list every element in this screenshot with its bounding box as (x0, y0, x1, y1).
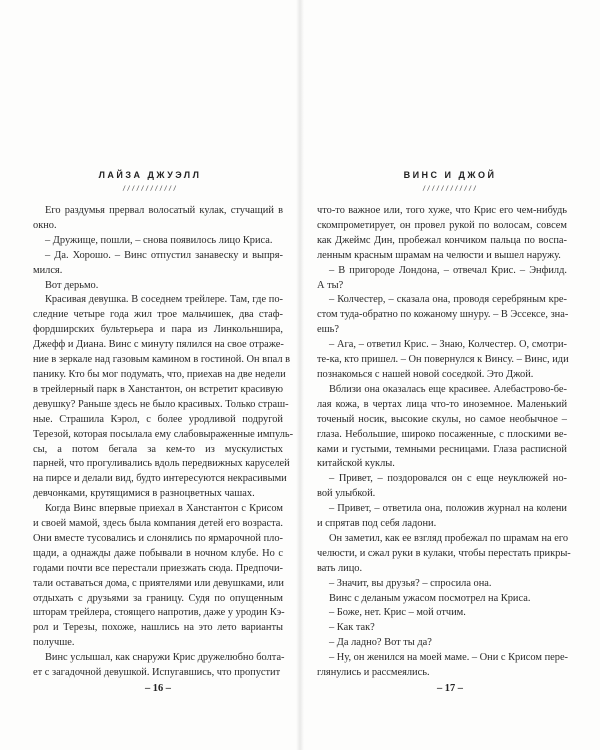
text-line: ешь? (317, 324, 339, 336)
text-line: рол и Терезы, похоже, нашлись на это лето варианты (33, 622, 283, 634)
text-line: вой улыбкой. (317, 488, 376, 500)
text-line: Он заметил, как ее взгляд пробежал по шрамам на его (329, 532, 569, 544)
text-line: – В пригороде Лондона, – отвечал Крис. – Энфилд. (329, 264, 567, 276)
text-line: Вблизи она оказалась еще красивее. Алебастрово-бе- (329, 383, 567, 395)
text-line: – Боже, нет. Крис – мой отчим. (329, 607, 466, 619)
right-page-body-text (317, 204, 571, 681)
text-line: Когда Винс впервые приехал в Ханстантон с Крисом (45, 503, 283, 515)
text-line: мился. (33, 264, 63, 276)
text-line: – Ага, – ответил Крис. – Знаю, Колчестер. О, смотри- (329, 339, 567, 351)
text-line: глянулись и рассмеялись. (317, 667, 430, 679)
text-line: познакомься с нашей новой соседкой. Это Джой. (317, 368, 534, 380)
text-line: панику. Кто бы мог подумать, что, приехав на две недели (33, 368, 286, 380)
text-line: лая кожа, в чертах лица что-то иноземное. Маленький (317, 398, 567, 410)
text-line: Они вместе тусовались и слонялись по ярмарочной пло- (33, 532, 283, 544)
text-line: стом туда-обратно по кожаному шнуру. – В Эссексе, зна- (317, 309, 569, 321)
text-line: следние четыре года жил трое мальчишек, два стаф- (33, 309, 283, 321)
text-line: ные. Страшила Кэрол, с более уродливой подругой (33, 413, 283, 425)
text-line: девчонками, крутящимися в разноцветных чашах. (33, 488, 255, 500)
text-line: Джефф и Диана. Винс с минуту пялился на свое отраже- (33, 339, 284, 351)
text-line: Его раздумья прервал волосатый кулак, стучащий в (45, 205, 283, 216)
running-head-ornament: //////////// (422, 185, 478, 192)
text-line: ет с загадочной девушкой. Испугавшись, что пропустит (33, 667, 281, 679)
text-line: отдыхать с друзьями за границу. Судя по опущенным (33, 592, 283, 604)
text-line: точеный носик, высокие скулы, но самое необычное – (317, 413, 567, 425)
text-line: что-то важное или, того хуже, что Крис его чем-нибудь (317, 205, 567, 216)
text-line: вать лицо. (317, 562, 363, 574)
text-line: Вот дерьмо. (45, 279, 99, 291)
text-line: Винс услышал, как снаружи Крис дружелюбно болта- (45, 652, 285, 664)
text-line: А ты? (317, 279, 344, 291)
text-line: скомпрометирует, он провел рукой по волосам, совсем (317, 219, 567, 231)
text-line: и своей мамой, здесь была компания детей его возраста. (33, 518, 283, 530)
text-line: – Колчестер, – сказала она, проводя серебряным кре- (329, 294, 567, 306)
page-number: – 16 – (145, 683, 171, 694)
text-line: – Привет, – поздоровался он с еще неуклюжей но- (329, 473, 567, 485)
left-page-body-text (33, 204, 294, 681)
text-line: – Привет, – ответила она, положив журнал на колени (329, 503, 567, 515)
text-line: в трейлерный парк в Ханстантон, он встретит красивую (33, 383, 283, 395)
text-line: Красивая девушка. В соседнем трейлере. Там, где по- (45, 294, 283, 306)
text-line: – Да. Хорошо. – Винс отпустил занавеску и выпря- (45, 249, 283, 261)
text-line: и спрятав под себя ладони. (317, 518, 437, 530)
text-line: годами почти все перестали приезжать сюда. Предпочи- (33, 562, 283, 574)
running-head-author: ЛАЙЗА ДЖУЭЛЛ (98, 170, 202, 180)
text-line: – Да ладно? Вот ты да? (329, 637, 432, 649)
text-line: тали оставаться дома, с приятелями или девушками, или (33, 577, 284, 589)
text-line: шторам трейлера, стоящего напротив, даже у уродин Кэ- (33, 607, 285, 619)
text-line: сы, а потом бегала за кем-то из мускулистых (33, 443, 283, 455)
text-line: девушку? Раньше здесь не было красивых. Только страш- (33, 398, 289, 410)
running-head-title: ВИНС И ДЖОЙ (403, 170, 497, 180)
text-line: – Как так? (329, 622, 375, 634)
text-line: на пирсе и делали вид, будто интересуются некрасивыми (33, 473, 287, 485)
text-line: глаза. Небольшие, широко посаженные, с плоскими ве- (317, 428, 567, 440)
text-line: фордширских бультерьера и пара из Линкольншира, (33, 324, 283, 336)
text-line: ленным красным шрамам на челюсти и вышел наружу. (317, 249, 561, 261)
text-line: парней, что прогуливались вдоль передвижных каруселей (33, 458, 290, 470)
text-line: Терезой, которая посылала ему слабовыраженные импуль- (33, 428, 294, 440)
text-line: щади, а однажды даже побывали в ночном клубе. Но с (33, 547, 283, 559)
text-line: челюсти, и сжал руки в кулаки, чтобы перестать прикры- (317, 547, 571, 559)
text-line: ками и густыми, темными ресницами. Глаза расписной (317, 443, 567, 455)
text-line: Винс с деланым ужасом посмотрел на Криса. (329, 592, 531, 604)
text-line: окно. (33, 219, 57, 231)
page-number: – 17 – (437, 683, 463, 694)
text-line: как Джеймс Дин, пробежал кончиком пальца по воспа- (317, 234, 567, 246)
text-line: – Ну, он женился на моей маме. – Они с Крисом пере- (329, 652, 569, 664)
running-head-ornament: //////////// (122, 185, 178, 192)
text-line: получше. (33, 637, 75, 649)
text-line: ние в зеркале над газовым камином в гостиной. Он впал в (33, 354, 291, 366)
text-line: – Дружище, пошли, – снова появилось лицо Криса. (45, 234, 273, 246)
text-line: китайской куклы. (317, 458, 395, 470)
text-line: те-ка, кто пришел. – Он повернулся к Винсу. – Винс, иди (317, 354, 569, 366)
text-line: – Значит, вы друзья? – спросила она. (329, 577, 492, 589)
